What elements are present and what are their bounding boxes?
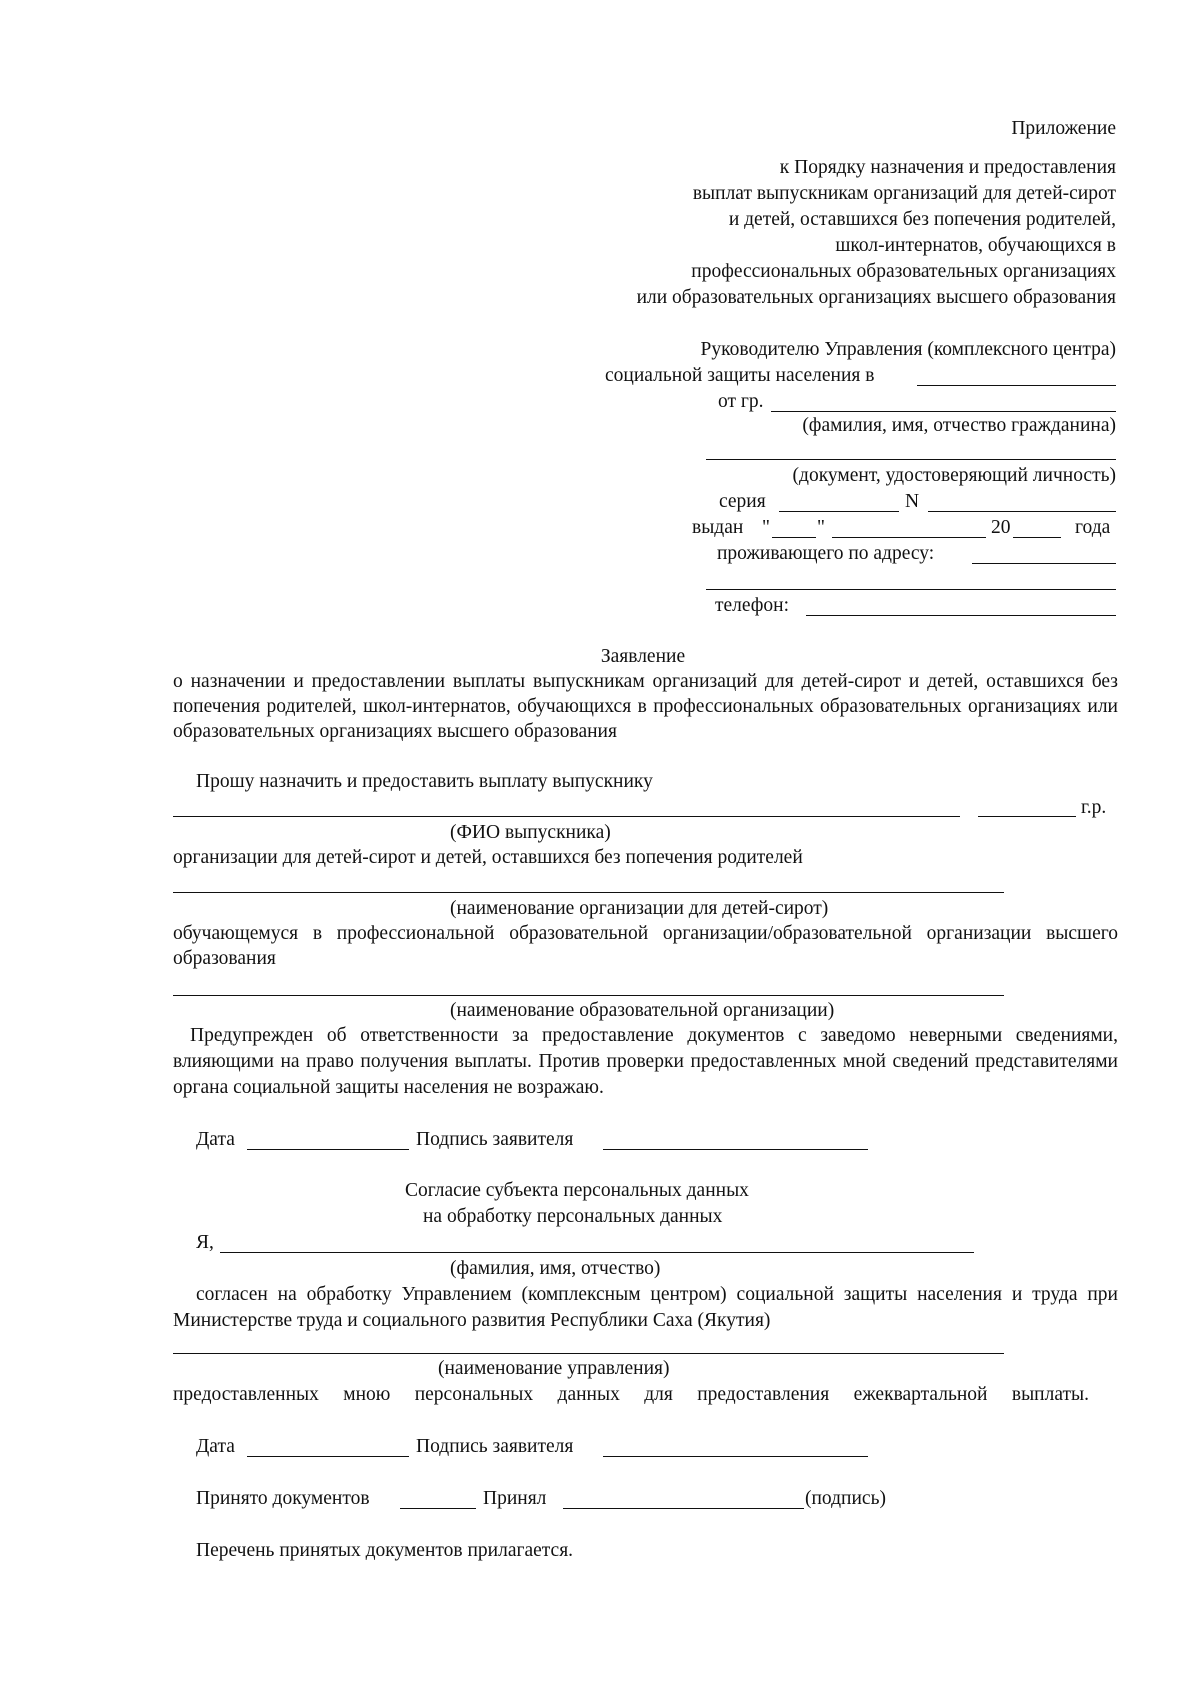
signature-label: Подпись заявителя <box>416 1129 574 1150</box>
series-label: серия <box>719 491 766 512</box>
consent-fio-blank <box>220 1252 974 1253</box>
consent-text: согласен на обработку Управлением (комплексным центром) социальной защиты населения и труда при Министерстве труда и социального развития Республики Саха (Якутия) <box>173 1284 1118 1331</box>
issued-quote-close: " <box>817 517 825 538</box>
graduate-fio-hint: (ФИО выпускника) <box>450 822 611 843</box>
document-hint: (документ, удостоверяющий личность) <box>792 465 1116 486</box>
year-suffix: года <box>1075 517 1111 538</box>
from-label: от гр. <box>718 391 764 412</box>
issued-year-blank <box>1013 537 1061 538</box>
fio-hint: (фамилия, имя, отчество гражданина) <box>802 415 1116 436</box>
edu-org-blank <box>173 995 1004 996</box>
birth-year-label: г.р. <box>1081 797 1107 818</box>
warning-text: Предупрежден об ответственности за предоставление документов с заведомо неверными сведениями, влияющими на право получения выплаты. Против проверки предоставленных мной сведений представителями органа социальной защиты населения не возражаю. <box>173 1025 1118 1098</box>
org-blank <box>173 892 1004 893</box>
addressee-line-2: социальной защиты населения в <box>605 365 875 386</box>
date-label: Дата <box>196 1129 235 1150</box>
address-label: проживающего по адресу: <box>717 543 935 564</box>
consent-i-label: Я, <box>196 1232 214 1253</box>
header-line-6: или образовательных организациях высшего образования <box>636 287 1116 308</box>
series-blank <box>779 511 899 512</box>
accepted-docs-blank <box>400 1508 476 1509</box>
edu-org-hint: (наименование образовательной организации) <box>450 1000 835 1021</box>
consent-date-label: Дата <box>196 1436 235 1457</box>
application-title: Заявление <box>600 646 686 667</box>
address-blank-1 <box>972 563 1116 564</box>
consent-title-2: на обработку персональных данных <box>423 1206 723 1227</box>
date-blank <box>247 1149 409 1150</box>
issued-month-blank <box>832 537 986 538</box>
signature-blank <box>603 1149 868 1150</box>
header-line-2: выплат выпускникам организаций для детей-сирот <box>692 183 1116 204</box>
year-prefix: 20 <box>991 517 1011 538</box>
consent-title-1: Согласие субъекта персональных данных <box>405 1180 749 1201</box>
number-label: N <box>905 491 920 512</box>
consent-fio-hint: (фамилия, имя, отчество) <box>450 1258 661 1279</box>
phone-label: телефон: <box>715 595 790 616</box>
study-line: обучающемуся в профессиональной образовательной организации/образовательной организации высшего образования <box>173 923 1118 969</box>
application-subtitle: о назначении и предоставлении выплаты выпускникам организаций для детей-сирот и детей, оставшихся без попечения родителей, школ-интернатов, обучающихся в профессиональных образовательных организациях или образовательных организациях высшего образования <box>173 671 1118 742</box>
birth-year-blank <box>978 816 1076 817</box>
appendix-label: Приложение <box>1011 118 1116 139</box>
accepted-signature-hint: (подпись) <box>805 1488 886 1509</box>
addressee-line-1: Руководителю Управления (комплексного центра) <box>700 339 1116 360</box>
phone-blank <box>806 615 1116 616</box>
consent-provided: предоставленных мною персональных данных для предоставления ежеквартальной выплаты. <box>173 1384 1089 1405</box>
consent-signature-label: Подпись заявителя <box>416 1436 574 1457</box>
org-line: организации для детей-сирот и детей, оставшихся без попечения родителей <box>173 847 803 868</box>
from-blank <box>771 411 1116 412</box>
document-blank <box>706 459 1116 460</box>
accepted-by-blank <box>563 1508 804 1509</box>
address-blank-2 <box>706 589 1116 590</box>
org-hint: (наименование организации для детей-сирот) <box>450 898 829 919</box>
header-line-1: к Порядку назначения и предоставления <box>779 157 1116 178</box>
number-blank <box>928 511 1116 512</box>
request-text: Прошу назначить и предоставить выплату выпускнику <box>196 771 653 792</box>
accepted-by-label: Принял <box>483 1488 547 1509</box>
management-blank <box>173 1353 1004 1354</box>
header-line-5: профессиональных образовательных организациях <box>691 261 1116 282</box>
consent-signature-blank <box>603 1456 868 1457</box>
graduate-fio-blank <box>173 816 960 817</box>
header-line-4: школ-интернатов, обучающихся в <box>835 235 1116 256</box>
issued-quote-open: " <box>762 517 770 538</box>
management-hint: (наименование управления) <box>438 1358 670 1379</box>
accepted-docs-label: Принято документов <box>196 1488 370 1509</box>
consent-date-blank <box>247 1456 409 1457</box>
issued-label: выдан <box>692 517 744 538</box>
region-blank <box>917 385 1116 386</box>
issued-day-blank <box>772 537 816 538</box>
header-line-3: и детей, оставшихся без попечения родителей, <box>728 209 1116 230</box>
list-note: Перечень принятых документов прилагается. <box>196 1540 574 1561</box>
